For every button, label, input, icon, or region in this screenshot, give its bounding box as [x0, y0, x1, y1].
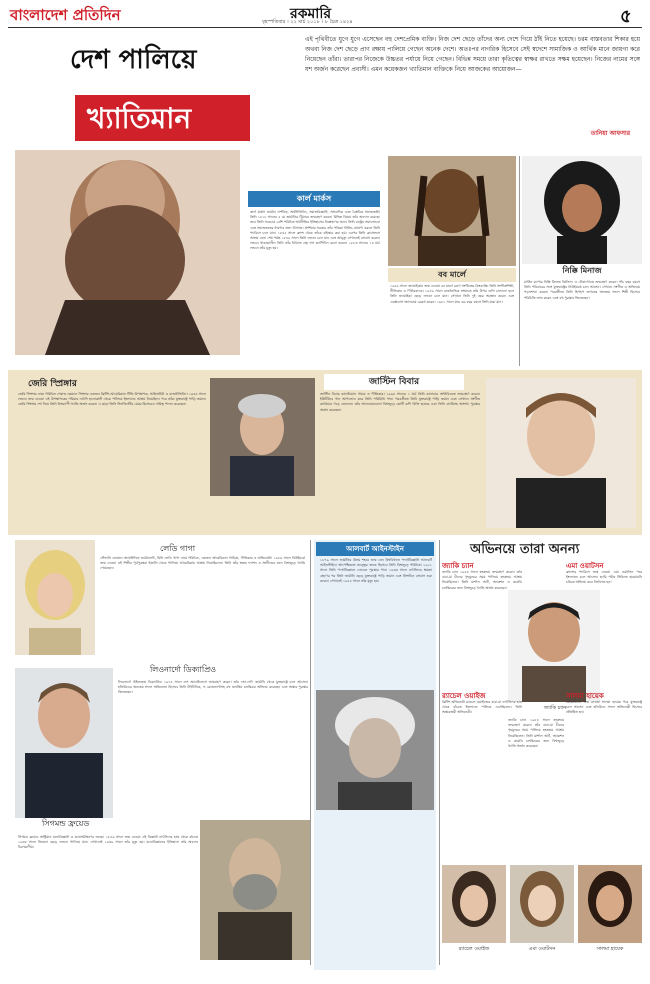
caption-emma-watson: এমা ওয়াটসন: [528, 946, 556, 952]
justin-bieber-portrait-icon: [486, 378, 636, 528]
einstein-column-top: [320, 558, 432, 678]
einstein-photo: [316, 690, 434, 810]
einstein-portrait-icon: [316, 690, 434, 810]
emma-watson-photo: [510, 865, 574, 943]
jerry-springer-title: জেরি স্প্রিঙ্গার: [28, 379, 77, 389]
freud-body: সিগমন্ড ফ্রয়েড অস্ট্রিয়ান মনোবিজ্ঞানী ও মনোসমীক্ষণের জনক। ১৮৫৬ সালে জন্ম নেওয়া এই বিজ্ঞানী নাৎসিদের হাত থেকে বাঁচতে ১৯৩৮ সালে ভিয়েনা ছেড়ে লন্ডনে পালিয়ে যান। সেখানেই ১৯৩৯ সালে তাঁর মৃত্যু হয়। মনোবিজ্ঞানের ইতিহাসে তাঁর অবদান চিরস্মরণীয়।: [18, 835, 198, 850]
emma-watson-body: ফ্রান্সের প্যারিসে জন্ম নেওয়া এমা ওয়াটসন পরে ইংল্যান্ডে চলে আসেন। হ্যারি পটার সিরিজে হারমায়নি চরিত্রে অভিনয় করে বিশ্বখ্যাত হন।: [566, 570, 642, 585]
dicaprio-body: লিওনার্দো উইলহেল্ম ডিক্যাপ্রিও ১৯৭৪ সালে লস অ্যাঞ্জেলেসে জন্মগ্রহণ করেন। তাঁর দাদা-দাদি জার্মানি থেকে যুক্তরাষ্ট্রে চলে আসেন। হলিউডের অন্যতম সফল অভিনেতা হিসেবে তিনি টাইটানিক, দ্য রেভেন্যান্টসহ বহু জনপ্রিয় চলচ্চিত্রে অভিনয় করেছেন এবং অস্কার পুরস্কার জিতেছেন।: [118, 680, 308, 695]
column-rule-3: [519, 156, 520, 366]
dateline: বৃহস্পতিবার । ২২ মার্চ ২০১৮ । ৮ চৈত্র ১৪২৪: [262, 19, 353, 25]
headline-block: [15, 35, 300, 145]
bob-marley-column: [390, 284, 514, 366]
masthead: [0, 0, 650, 30]
lady-gaga-photo: [15, 540, 95, 655]
dicaprio-title: লিওনার্দো ডিক্যাপ্রিও: [150, 665, 217, 674]
rachel-weisz-portrait-icon: [442, 865, 506, 943]
karl-marx-photo: [15, 150, 240, 355]
jackie-chan-body: জ্যাকি চ্যান ১৯৫৪ সালে হংকংয়ে জন্মগ্রহণ করেন। তাঁর বাবা-মা চীনের গৃহযুদ্ধের সময় পালিয়ে হংকংয়ে আশ্রয় নিয়েছিলেন। তিনি মার্শাল আর্ট, অ্যাকশন ও কমেডি চলচ্চিত্রের জন্য বিশ্বজুড়ে খ্যাতি অর্জন করেছেন।: [442, 570, 522, 590]
caption-salma-hayek: সালমা হায়েক: [596, 946, 624, 952]
einstein-body: ১৮৭৯ সালে জার্মানির উলম শহরে জন্ম নেন বিশ্ববিখ্যাত পদার্থবিজ্ঞানী আলবার্ট আইনস্টাইন। আপেক্ষিকতা তত্ত্বের জনক হিসেবে তিনি বিশ্বজুড়ে পরিচিত। ১৯২১ সালে তিনি পদার্থবিজ্ঞানে নোবেল পুরস্কার পান। ১৯৩৩ সালে নাৎসিদের ক্ষমতা গ্রহণের পর তিনি জার্মানি ছেড়ে যুক্তরাষ্ট্রে পাড়ি জমান এবং প্রিন্সটনে বসবাস শুরু করেন। সেখানেই ১৯৫৫ সালে তাঁর মৃত্যু হয়।: [320, 558, 432, 583]
jerry-springer-portrait-icon: [210, 378, 315, 496]
karl-marx-portrait-icon: [15, 150, 240, 355]
caption-rachel-weisz: র‍্যাচেল ওয়াইজ: [458, 946, 490, 952]
rachel-weisz-photo: [442, 865, 506, 943]
lady-gaga-portrait-icon: [15, 540, 95, 655]
salma-hayek-portrait-icon: [578, 865, 642, 943]
jerry-springer-column: [18, 392, 206, 532]
justin-bieber-column: [320, 392, 480, 532]
nicki-minaj-portrait-icon: [522, 156, 642, 264]
column-rule-1: [310, 540, 311, 965]
dicaprio-portrait-icon: [15, 668, 113, 818]
justin-bieber-body: জাস্টিন বিবার কানাডিয়ান গায়ক ও গীতিকার। ১৯৯৪ সালের ১ মার্চ তিনি কানাডার অন্টারিওতে জন্মগ্রহণ করেন। ইউটিউবে গান আপলোড করে তিনি পরিচিতি পান। পরবর্তীতে তিনি যুক্তরাষ্ট্রে পাড়ি জমান এবং সেখানে সংগীত ক্যারিয়ার গড়ে তোলেন। তাঁর অ্যালবামগুলো বিশ্বজুড়ে কোটি কপি বিক্রি হয়েছে এবং তিনি গ্র্যামিসহ অসংখ্য পুরস্কার অর্জন করেছেন।: [320, 392, 480, 412]
jerry-springer-body: জেরি স্প্রিঙ্গার নামে পরিচিত গেরাল্ড নরম্যান স্প্রিঙ্গার একজন ব্রিটিশ-আমেরিকান টিভি উপস্থাপক, আইনজীবী ও রাজনীতিবিদ। ১৯৪৪ সালে লন্ডনে জন্ম নেওয়া এই উপস্থাপকের পরিবার নাৎসি হলোকাস্ট থেকে পালিয়ে ইংল্যান্ডে আশ্রয় নিয়েছিল। পরে তাঁরা যুক্তরাষ্ট্রে পাড়ি জমান। জেরি স্প্রিঙ্গার শো দিয়ে তিনি বিশ্বব্যাপী খ্যাতি অর্জন করেন। এ ছাড়া তিনি সিনসিনাটির মেয়র হিসেবেও দায়িত্ব পালন করেছেন।: [18, 392, 206, 407]
salma-hayek-column: [566, 700, 642, 850]
masthead-rule: [8, 27, 642, 28]
freud-column: [18, 835, 198, 965]
freud-title: সিগমন্ড ফ্রয়েড: [42, 819, 90, 828]
intro-text: এই পৃথিবীতে যুগে যুগে এসেছেন বহু দেশপ্রেমিক ব্যক্তি। নিজ দেশ ছেড়ে তাঁদের অন্য দেশে গিয়ে ঠাঁই নিতে হয়েছে। চরম বাস্তবতার শিকার হয়ে অথবা নিজ দেশ ছেড়ে প্রাণ রক্ষায় পালিয়ে গেছেন অনেক দেশে। অতঃপর নাগরিক হিসেবে সেই স্বদেশে সামাজিক ও আর্থিক মানে জায়গা করে নিয়েছেন তাঁরা। তারাপর নিজেকে উচ্চতর পর্যায়ে নিয়ে গেছেন। বিভিন্ন সময়ে তারা কৃতিত্বের স্বাক্ষর রাখতে সক্ষম হয়েছেন। নিজের নামের সঙ্গে যশ অর্জন করেছেন প্রবাসী। এমন কয়েকজন খ্যাতিমান ব্যক্তিকে নিয়ে আজকের আয়োজন—: [305, 36, 640, 73]
bob-marley-photo: [388, 156, 516, 266]
bob-marley-body: ১৯৪৫ সালে জ্যামাইকায় জন্ম নেওয়া বব মার্লে রেগে সংগীতের কিংবদন্তি। তিনি সংগীতশিল্পী, গীতিকার ও গিটারবাদক। ১৯৭৬ সালে রাজনৈতিক সংঘাতে তাঁর উপর গুলি চালানো হলে তিনি জ্যামাইকা ছেড়ে লন্ডনে চলে যান। সেখানে তিনি দুই বছর অবস্থান করেন এবং এক্সোডাস অ্যালবাম রেকর্ড করেন। ১৯৮১ সালে মাত্র ৩৬ বছর বয়সে তিনি মারা যান।: [390, 284, 514, 304]
emma-watson-title: এমা ওয়াটসন: [566, 562, 604, 570]
section-title: রকমারি: [290, 6, 332, 22]
salma-hayek-body: মেক্সিকোতে জন্ম নেওয়া সালমা হায়েক পরে যুক্তরাষ্ট্রে চলে আসেন এবং হলিউডে সফল অভিনেত্রী হিসেবে প্রতিষ্ঠিত হন।: [566, 700, 642, 715]
headline-line1: দেশ পালিয়ে: [70, 45, 197, 75]
lady-gaga-title: লেডি গাগা: [160, 544, 196, 553]
actors-section-title: অভিনয়ে তারা অনন্য: [470, 542, 580, 557]
dicaprio-column: [118, 680, 308, 810]
dicaprio-photo: [15, 668, 113, 818]
nicki-minaj-column: [524, 280, 640, 366]
lady-gaga-column: [100, 556, 305, 656]
nicki-minaj-title: নিক্কি মিনাজ: [562, 266, 602, 275]
justin-bieber-photo: [486, 378, 636, 528]
page-number: ৫: [620, 6, 632, 27]
karl-marx-column: [250, 210, 380, 360]
emma-watson-column: [566, 570, 642, 680]
intro-byline: তানিয়া আফসার: [590, 130, 630, 137]
freud-portrait-icon: [200, 820, 310, 960]
emma-watson-portrait-icon: [510, 865, 574, 943]
caption-jackie-chan: জ্যাকি চ্যান: [543, 705, 567, 711]
justin-bieber-title: জাস্টিন বিবার: [324, 374, 464, 390]
intro-text-block: [305, 35, 640, 145]
lady-gaga-body: স্টেফানি জোয়ান অ্যাঞ্জেলিনা জার্মানোটা, যিনি লেডি গাগা নামে পরিচিত, একজন আমেরিকান গায়িকা, গীতিকার ও অভিনেত্রী। ১৯৮৬ সালে নিউইয়র্কে জন্ম নেওয়া এই শিল্পীর পূর্বপুরুষরা ইতালি থেকে পালিয়ে আমেরিকায় আশ্রয় নিয়েছিলেন। তিনি তাঁর স্বতন্ত্র ফ্যাশন ও সংগীতের জন্য বিশ্বজুড়ে খ্যাতি পেয়েছেন।: [100, 556, 305, 571]
headline-line2: খ্যাতিমান: [87, 102, 192, 135]
karl-marx-body: কার্ল মার্কস জার্মান দার্শনিক, অর্থনীতিবিদ, সমাজবিজ্ঞানী, সাংবাদিক এবং বৈপ্লবিক সমাজতন্ত্রী। তিনি ১৮১৮ সালের ৫ মে জার্মানির ট্রিয়ারে জন্মগ্রহণ করেন। বিভিন্ন বিষয়ে তাঁর অবদান রয়েছে। তবে তিনি সবচেয়ে বেশি পরিচিত অর্থনীতির ইতিহাসের বিশ্লেষণের জন্য। তিনি রাষ্ট্রের সমালোচনা এবং সমাজতন্ত্রের ধারণার জন্য বিখ্যাত। প্রুশিয়ার সরকার তাঁর পত্রিকা নিষিদ্ধ ঘোষণা করলে তিনি প্যারিসে চলে যান। ১৮৪৫ সালে ফ্রান্স থেকে তাঁকে বহিষ্কার করা হয়। এরপর তিনি ব্রাসেলসে আশ্রয় নেন। শেষ পর্যন্ত ১৮৪৯ সালে তিনি লন্ডনে চলে যান এবং আমৃত্যু সেখানেই বসবাস করেন। লন্ডনে থাকাকালীন তিনি তাঁর বিখ্যাত গ্রন্থ দাস ক্যাপিটাল রচনা করেন। ১৮৮৩ সালের ১৪ মার্চ লন্ডনে তাঁর মৃত্যু হয়।: [250, 210, 380, 251]
karl-marx-title: কার্ল মার্কস: [248, 191, 380, 207]
bob-marley-portrait-icon: [388, 156, 516, 266]
rachel-weisz-body: ব্রিটিশ অভিনেত্রী র‍্যাচেল ওয়াইজের বাবা-মা নাৎসিদের হাত থেকে বাঁচতে ইংল্যান্ডে পালিয়ে এসেছিলেন। তিনি অস্কারজয়ী অভিনেত্রী।: [442, 700, 522, 715]
nicki-minaj-body: মার্কিন র‍্যাপার নিক্কি মিনাজ ত্রিনিদাদ ও টোবাগোতে জন্মগ্রহণ করেন। পাঁচ বছর বয়সে তিনি পরিবারের সঙ্গে যুক্তরাষ্ট্রের নিউইয়র্কে চলে আসেন। সেখানে সংগীত ও অভিনয়ে পড়াশোনা করেন। পরবর্তীতে তিনি হিপহপ জগতের অন্যতম সফল শিল্পী হিসেবে পরিচিতি লাভ করেন এবং বহু পুরস্কার জিতেছেন।: [524, 280, 640, 300]
actors-extra-column: [508, 718, 564, 858]
jackie-chan-body-cont: জ্যাকি চ্যান ১৯৫৪ সালে হংকংয়ে জন্মগ্রহণ করেন। তাঁর বাবা-মা চীনের গৃহযুদ্ধের সময় পালিয়ে হংকংয়ে আশ্রয় নিয়েছিলেন। তিনি মার্শাল আর্ট, অ্যাকশন ও কমেডি চলচ্চিত্রের জন্য বিশ্বজুড়ে খ্যাতি অর্জন করেছেন।: [508, 718, 564, 749]
salma-hayek-title: সালমা হায়েক: [566, 692, 604, 700]
nicki-minaj-photo: [522, 156, 642, 264]
freud-photo: [200, 820, 310, 960]
column-rule-2: [439, 540, 440, 965]
einstein-title: আলবার্ট আইনস্টাইন: [316, 542, 434, 556]
rachel-weisz-title: র‍্যাচেল ওয়াইজ: [442, 692, 486, 700]
salma-hayek-photo: [578, 865, 642, 943]
paper-name: বাংলাদেশ প্রতিদিন: [10, 6, 121, 24]
jackie-chan-title: জ্যাকি চ্যান: [442, 562, 474, 570]
jerry-springer-photo: [210, 378, 315, 496]
bob-marley-title: বব মার্লে: [388, 268, 516, 282]
